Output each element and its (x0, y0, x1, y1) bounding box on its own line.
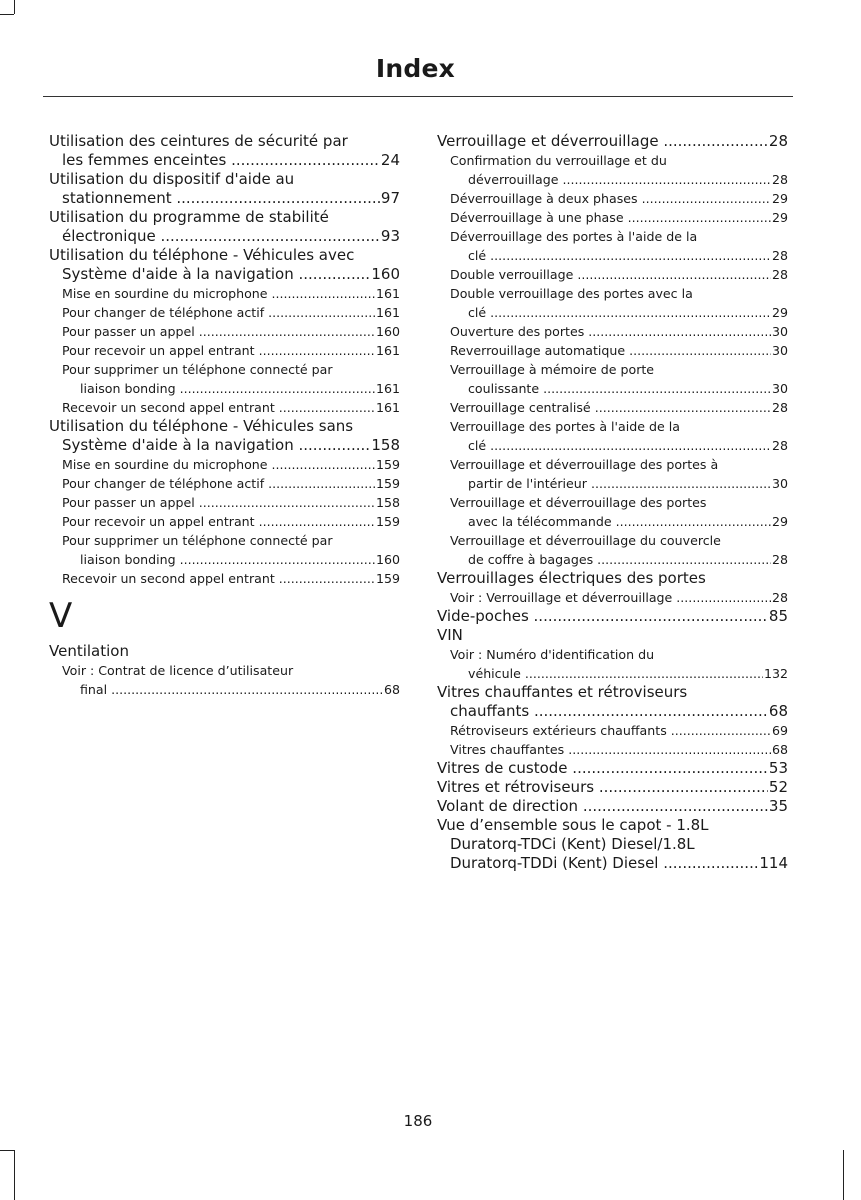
entry-label: Mise en sourdine du microphone ..... (62, 286, 400, 301)
entry-label: de coffre à bagages ..... (468, 552, 788, 567)
entry-page-number[interactable]: 69 (771, 723, 788, 738)
entry-label: clé ..... (468, 305, 788, 320)
entry-label: VIN (437, 626, 463, 644)
entry-label: liaison bonding ..... (80, 381, 400, 396)
entry-label: Vitres et rétroviseurs ..... (437, 778, 788, 796)
index-subentry (437, 493, 788, 512)
entry-label: Système d'aide à la navigation ..... (62, 436, 400, 454)
entry-label: Pour recevoir un appel entrant ..... (62, 514, 400, 529)
entry-label: Double verrouillage des portes avec la (450, 286, 693, 301)
entry-label: Verrouillage des portes à l'aide de la (450, 419, 680, 434)
entry-page-number[interactable]: 29 (771, 210, 788, 225)
entry-label: Duratorq-TDCi (Kent) Diesel/1.8L (450, 835, 695, 853)
index-subentry[interactable] (437, 740, 788, 759)
index-entry[interactable] (437, 702, 788, 721)
entry-label: partir de l'intérieur ..... (468, 476, 788, 491)
entry-label: Double verrouillage ..... (450, 267, 788, 282)
entry-label: Duratorq-TDDi (Kent) Diesel ..... (450, 854, 788, 872)
entry-page-number[interactable]: 28 (771, 248, 788, 263)
index-subentry[interactable] (437, 265, 788, 284)
entry-page-number[interactable]: 159 (375, 571, 400, 586)
entry-label: Recevoir un second appel entrant ..... (62, 400, 400, 415)
entry-label: déverrouillage ..... (468, 172, 788, 187)
index-column-left (49, 132, 400, 699)
entry-label: stationnement ..... (62, 189, 400, 207)
entry-page-number[interactable]: 28 (771, 400, 788, 415)
index-entry (49, 132, 400, 151)
index-subentry (437, 151, 788, 170)
entry-page-number[interactable]: 159 (375, 457, 400, 472)
entry-page-number[interactable]: 158 (371, 436, 400, 454)
entry-page-number[interactable]: 30 (771, 343, 788, 358)
index-subentry[interactable] (49, 284, 400, 303)
page-number: 186 (403, 1112, 433, 1130)
index-subentry (437, 284, 788, 303)
entry-label: Ouverture des portes ..... (450, 324, 788, 339)
index-subentry (437, 455, 788, 474)
index-subentry[interactable] (437, 550, 788, 569)
entry-label: Verrouillage à mémoire de porte (450, 362, 655, 377)
entry-label: Vitres chauffantes et rétroviseurs (437, 683, 688, 701)
crop-mark-top-left-h (0, 14, 14, 15)
index-entry (49, 246, 400, 265)
entry-page-number[interactable]: 85 (768, 607, 788, 625)
entry-label: Voir : Verrouillage et déverrouillage ..... (450, 590, 788, 605)
index-entry (437, 816, 788, 835)
index-subentry[interactable] (437, 189, 788, 208)
index-subentry[interactable] (49, 398, 400, 417)
entry-page-number[interactable]: 97 (380, 189, 400, 207)
entry-label: Pour changer de téléphone actif ..... (62, 305, 400, 320)
entry-label: coulissante ..... (468, 381, 788, 396)
entry-label: Pour passer un appel ..... (62, 324, 400, 339)
section-letter: V (49, 596, 73, 636)
entry-page-number[interactable]: 161 (375, 286, 400, 301)
index-subentry[interactable] (437, 341, 788, 360)
entry-label: Pour passer un appel ..... (62, 495, 400, 510)
index-subentry[interactable] (49, 550, 400, 569)
index-subentry[interactable] (437, 436, 788, 455)
entry-page-number[interactable]: 53 (768, 759, 788, 777)
entry-page-number[interactable]: 159 (375, 476, 400, 491)
entry-label: véhicule ..... (468, 666, 788, 681)
index-subentry[interactable] (437, 379, 788, 398)
index-entry[interactable] (49, 265, 400, 284)
entry-label: Vide-poches ..... (437, 607, 788, 625)
entry-page-number[interactable]: 28 (771, 438, 788, 453)
index-subentry[interactable] (49, 341, 400, 360)
entry-label: liaison bonding ..... (80, 552, 400, 567)
index-entry (437, 683, 788, 702)
entry-label: électronique ..... (62, 227, 400, 245)
entry-page-number[interactable]: 132 (763, 666, 788, 681)
index-entry[interactable] (437, 778, 788, 797)
entry-label: Déverrouillage à deux phases ..... (450, 191, 788, 206)
index-subentry[interactable] (437, 322, 788, 341)
entry-label: clé ..... (468, 248, 788, 263)
entry-label: Verrouillage et déverrouillage des portes (450, 495, 707, 510)
index-column-right (437, 132, 788, 873)
title-divider (43, 96, 793, 97)
entry-label: Utilisation du téléphone - Véhicules sans (49, 417, 354, 435)
entry-label: Volant de direction ..... (437, 797, 788, 815)
index-subentry (49, 661, 400, 680)
entry-page-number[interactable]: 28 (771, 172, 788, 187)
crop-mark-bottom-left-h (0, 1150, 14, 1151)
index-entry[interactable] (49, 189, 400, 208)
entry-label: Utilisation du programme de stabilité (49, 208, 329, 226)
entry-label: Déverrouillage des portes à l'aide de la (450, 229, 698, 244)
index-entry[interactable] (437, 797, 788, 816)
entry-page-number[interactable]: 161 (375, 381, 400, 396)
entry-page-number[interactable]: 159 (375, 514, 400, 529)
crop-mark-bottom-left (14, 1150, 15, 1200)
index-subentry[interactable] (437, 246, 788, 265)
index-subentry[interactable] (437, 664, 788, 683)
index-subentry[interactable] (49, 455, 400, 474)
index-subentry[interactable] (437, 721, 788, 740)
entry-page-number[interactable]: 29 (771, 514, 788, 529)
entry-label: Pour recevoir un appel entrant ..... (62, 343, 400, 358)
index-subentry[interactable] (49, 474, 400, 493)
entry-label: Rétroviseurs extérieurs chauffants ..... (450, 723, 788, 738)
entry-label: Vue d’ensemble sous le capot - 1.8L (437, 816, 709, 834)
index-entry[interactable] (49, 227, 400, 246)
entry-label: Ventilation (49, 642, 129, 660)
index-entry (437, 626, 788, 645)
crop-mark-top-left (14, 0, 15, 14)
entry-label: Confirmation du verrouillage et du (450, 153, 667, 168)
index-subentry[interactable] (49, 322, 400, 341)
index-subentry (437, 360, 788, 379)
entry-label: Pour changer de téléphone actif ..... (62, 476, 400, 491)
entry-page-number[interactable]: 30 (771, 381, 788, 396)
entry-label: Verrouillage et déverrouillage ..... (437, 132, 788, 150)
entry-page-number[interactable]: 160 (375, 324, 400, 339)
index-subentry[interactable] (437, 398, 788, 417)
entry-page-number[interactable]: 68 (768, 702, 788, 720)
index-entry[interactable] (437, 132, 788, 151)
index-entry (49, 642, 400, 661)
index-subentry[interactable] (49, 680, 400, 699)
entry-page-number[interactable]: 24 (380, 151, 400, 169)
index-entry (49, 417, 400, 436)
index-subentry[interactable] (49, 379, 400, 398)
index-entry[interactable] (49, 151, 400, 170)
index-subentry[interactable] (437, 303, 788, 322)
entry-page-number[interactable]: 35 (768, 797, 788, 815)
index-subentry (437, 227, 788, 246)
entry-label: final ..... (80, 682, 400, 697)
index-subentry (49, 360, 400, 379)
index-entry (49, 208, 400, 227)
entry-label: Reverrouillage automatique ..... (450, 343, 788, 358)
index-entry[interactable] (49, 436, 400, 455)
entry-label: Verrouillage et déverrouillage des portes à (450, 457, 719, 472)
index-entry (437, 835, 788, 854)
index-subentry[interactable] (437, 208, 788, 227)
entry-page-number[interactable]: 28 (768, 132, 788, 150)
page-title: Index (375, 54, 455, 83)
index-subentry[interactable] (437, 474, 788, 493)
index-subentry[interactable] (437, 512, 788, 531)
entry-page-number[interactable]: 68 (771, 742, 788, 757)
entry-label: clé ..... (468, 438, 788, 453)
crop-mark-bottom-right (843, 1150, 844, 1200)
entry-label: Système d'aide à la navigation ..... (62, 265, 400, 283)
entry-label: chauffants ..... (450, 702, 788, 720)
index-subentry (437, 645, 788, 664)
entry-page-number[interactable]: 30 (771, 476, 788, 491)
entry-label: avec la télécommande ..... (468, 514, 788, 529)
entry-label: Mise en sourdine du microphone ..... (62, 457, 400, 472)
entry-label: Vitres de custode ..... (437, 759, 788, 777)
entry-page-number[interactable]: 29 (771, 191, 788, 206)
entry-label: Utilisation du téléphone - Véhicules avec (49, 246, 355, 264)
entry-label: Utilisation des ceintures de sécurité par (49, 132, 348, 150)
index-entry (49, 170, 400, 189)
entry-page-number[interactable]: 161 (375, 305, 400, 320)
entry-label: Verrouillage centralisé ..... (450, 400, 788, 415)
entry-label: Voir : Contrat de licence d’utilisateur (62, 663, 294, 678)
entry-page-number[interactable]: 28 (771, 267, 788, 282)
entry-label: Voir : Numéro d'identification du (450, 647, 655, 662)
entry-label: Recevoir un second appel entrant ..... (62, 571, 400, 586)
entry-page-number[interactable]: 28 (771, 590, 788, 605)
entry-page-number[interactable]: 68 (383, 682, 400, 697)
index-subentry[interactable] (437, 170, 788, 189)
index-subentry (437, 531, 788, 550)
entry-page-number[interactable]: 158 (375, 495, 400, 510)
entry-page-number[interactable]: 160 (375, 552, 400, 567)
entry-label: Déverrouillage à une phase ..... (450, 210, 788, 225)
entry-label: Utilisation du dispositif d'aide au (49, 170, 295, 188)
entry-label: Vitres chauffantes ..... (450, 742, 788, 757)
index-subentry[interactable] (49, 569, 400, 588)
entry-page-number[interactable]: 28 (771, 552, 788, 567)
entry-page-number[interactable]: 30 (771, 324, 788, 339)
index-entry (437, 569, 788, 588)
index-subentry[interactable] (49, 493, 400, 512)
index-subentry (49, 531, 400, 550)
entry-page-number[interactable]: 93 (380, 227, 400, 245)
entry-label: Verrouillages électriques des portes (437, 569, 706, 587)
entry-label: Verrouillage et déverrouillage du couvercle (450, 533, 721, 548)
entry-page-number[interactable]: 29 (771, 305, 788, 320)
entry-label: Pour supprimer un téléphone connecté par (62, 533, 333, 548)
index-subentry (437, 417, 788, 436)
entry-page-number[interactable]: 160 (371, 265, 400, 283)
index-entry[interactable] (437, 607, 788, 626)
index-subentry[interactable] (437, 588, 788, 607)
entry-label: Pour supprimer un téléphone connecté par (62, 362, 333, 377)
index-subentry[interactable] (49, 303, 400, 322)
entry-page-number[interactable]: 114 (759, 854, 788, 872)
entry-label: les femmes enceintes ..... (62, 151, 400, 169)
entry-page-number[interactable]: 161 (375, 343, 400, 358)
index-entry[interactable] (437, 854, 788, 873)
entry-page-number[interactable]: 161 (375, 400, 400, 415)
index-subentry[interactable] (49, 512, 400, 531)
entry-page-number[interactable]: 52 (768, 778, 788, 796)
index-entry[interactable] (437, 759, 788, 778)
